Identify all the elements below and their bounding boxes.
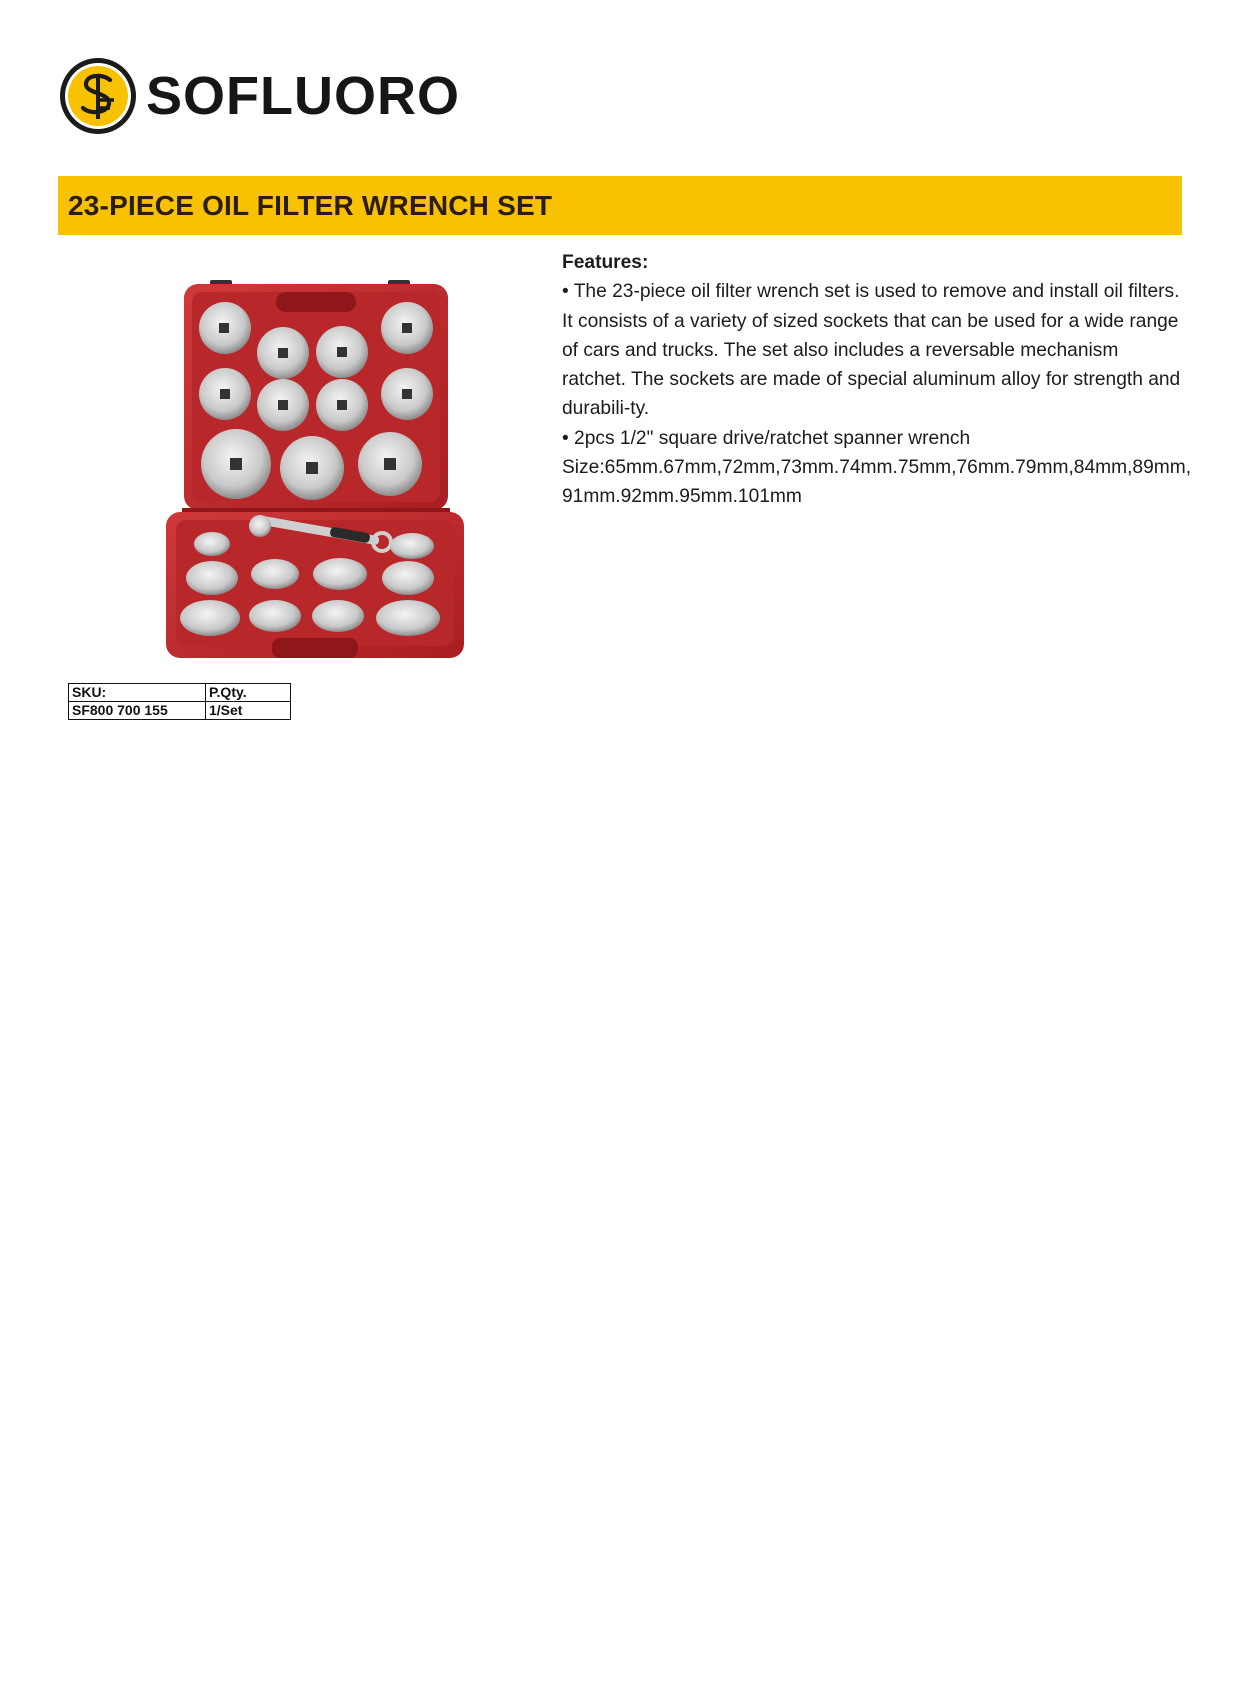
brand-logo: [58, 56, 460, 136]
product-title: 23-PIECE OIL FILTER WRENCH SET: [68, 190, 553, 221]
feature-bullet: • The 23-piece oil filter wrench set is used to remove and install oil filters. It consists of a variety of sized sockets that can be used for a wide range of cars and trucks. The set also includes a reversable mechanism ratchet. The sockets are made of special aluminum alloy for strength and durabili-ty.: [562, 281, 1181, 420]
brand-name: SOFLUORO: [146, 66, 460, 126]
qty-header: P.Qty.: [206, 684, 291, 702]
product-image: [150, 268, 480, 664]
qty-value: 1/Set: [206, 702, 291, 720]
sku-value: SF800 700 155: [69, 702, 206, 720]
sku-table: [68, 683, 291, 720]
table-header-row: [69, 684, 291, 702]
features-section: [562, 248, 1192, 512]
socket-row: [201, 429, 422, 500]
sku-header: SKU:: [69, 684, 206, 702]
sf-monogram-logo-icon: [58, 56, 138, 136]
title-bar: [58, 176, 1182, 235]
feature-bullet: • 2pcs 1/2" square drive/ratchet spanner wrench: [562, 427, 971, 449]
size-list: Size:65mm.67mm,72mm,73mm.74mm.75mm,76mm.79mm,84mm,89mm, 91mm.92mm.95mm.101mm: [562, 457, 1192, 508]
features-heading: Features:: [562, 252, 649, 273]
table-row: [69, 702, 291, 720]
